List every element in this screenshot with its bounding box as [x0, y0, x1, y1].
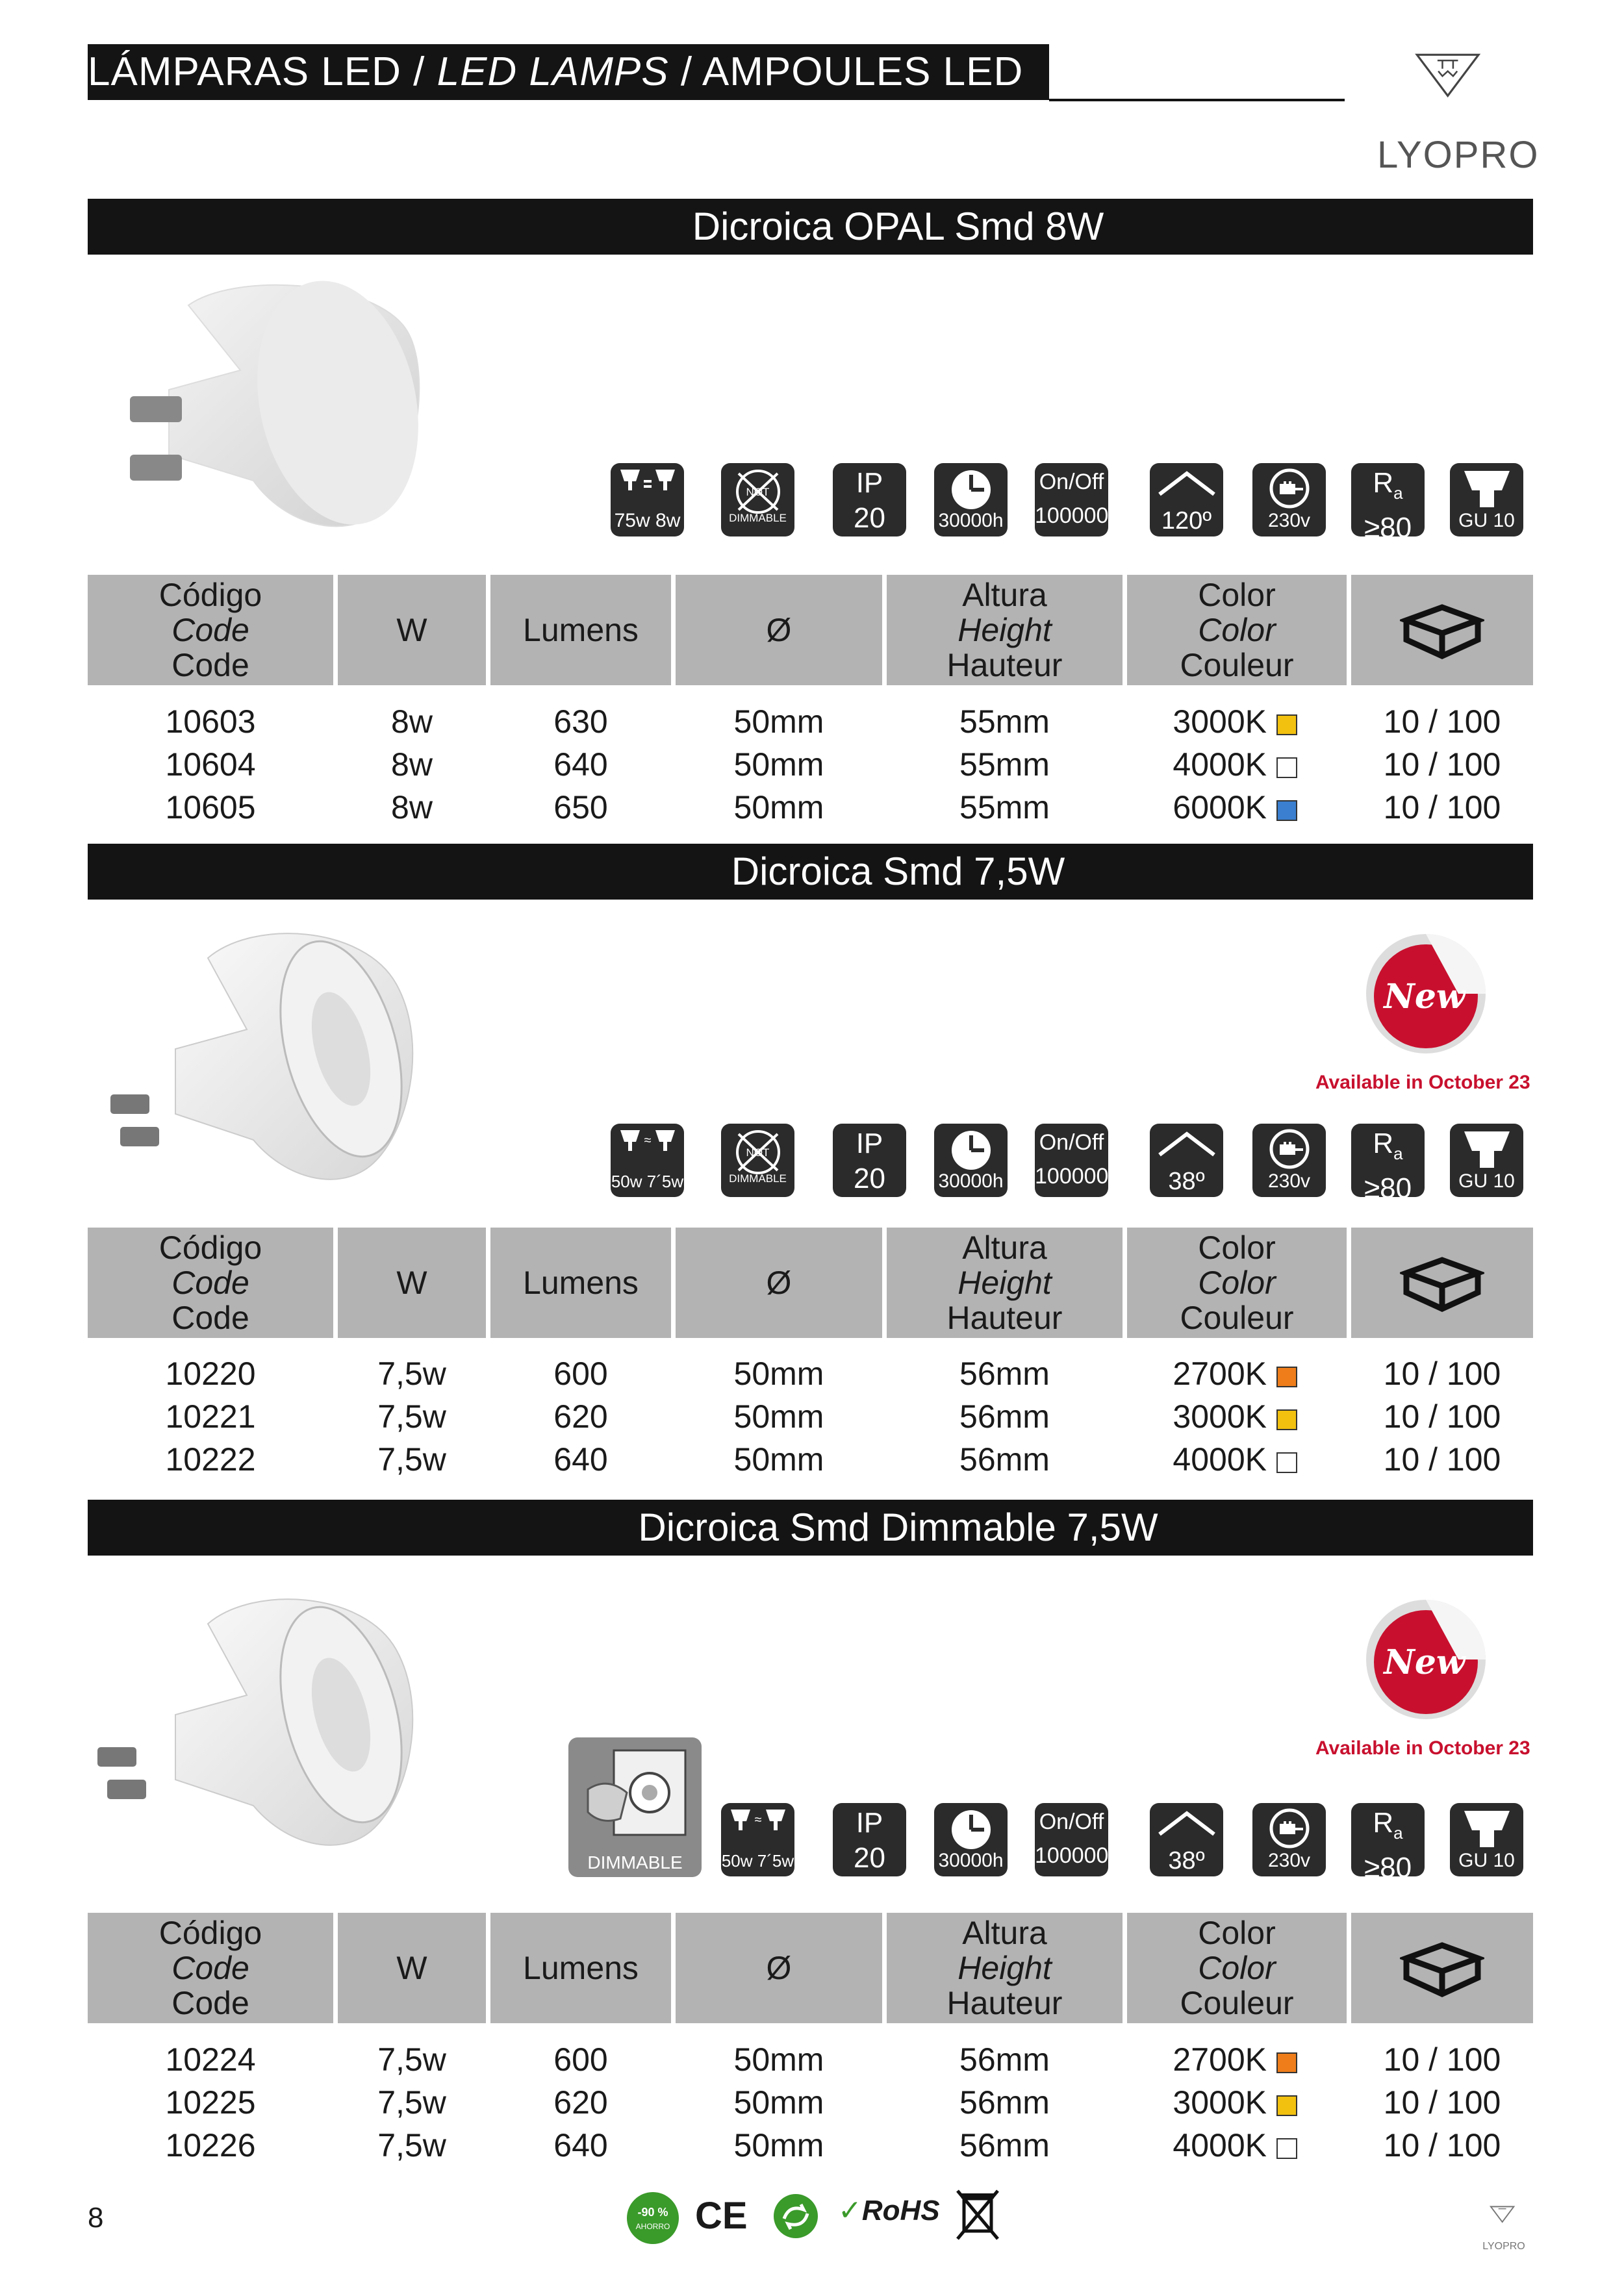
color-swatch	[1276, 757, 1297, 778]
color-swatch	[1276, 1452, 1297, 1473]
header-lumens: Lumens	[490, 575, 671, 685]
on-off-cycles-icon: On/Off 100000	[1035, 1803, 1108, 1876]
svg-text:≈: ≈	[754, 1813, 761, 1827]
table-row: 10224 7,5w 600 50mm 56mm 2700K 10 / 100	[165, 2041, 1501, 2078]
color-swatch	[1276, 2052, 1297, 2073]
footer-logo-icon	[1484, 2205, 1523, 2234]
svg-text:≈: ≈	[644, 1133, 651, 1148]
ip-rating-icon: IP 20	[833, 1124, 906, 1197]
footer-brand: LYOPRO	[1482, 2241, 1525, 2252]
header-pack	[1351, 575, 1533, 685]
ce-mark: CE	[695, 2195, 748, 2237]
brand-logo-text: LYOPRO	[1377, 134, 1540, 176]
header-code: Código Code Code	[88, 575, 333, 685]
cri-rating-icon: $R_a$ ≥80	[1351, 1124, 1425, 1197]
availability-note: Available in October 23	[1315, 1737, 1530, 1759]
header-w: W	[338, 1913, 486, 2023]
header-code: Código Code Code	[88, 1913, 333, 2023]
on-off-cycles-icon: On/Off 100000	[1035, 463, 1108, 536]
header-diameter: Ø	[676, 575, 882, 685]
section-title-bar	[88, 844, 1533, 900]
page-title-es: LÁMPARAS LED /	[88, 49, 437, 94]
gu10-base-icon: GU 10	[1450, 1124, 1523, 1197]
not-dimmable-icon: NOT DIMMABLE	[721, 1124, 794, 1197]
header-diameter: Ø	[676, 1228, 882, 1338]
table-row: 10220 7,5w 600 50mm 56mm 2700K 10 / 100	[165, 1356, 1501, 1392]
page-title-fr: / AMPOULES LED	[668, 49, 1024, 94]
header-pack	[1351, 1913, 1533, 2023]
ip-rating-icon: IP 20	[833, 463, 906, 536]
color-swatch	[1276, 2138, 1297, 2159]
new-badge-icon	[1361, 1595, 1491, 1724]
product-table-1	[88, 700, 1533, 829]
recycle-icon	[770, 2190, 822, 2242]
table-row: 10221 7,5w 620 50mm 56mm 3000K 10 / 100	[165, 1398, 1501, 1435]
header-w: W	[338, 575, 486, 685]
section-title: Dicroica Smd 7,5W	[731, 850, 1065, 893]
page-title-en: LED LAMPS	[437, 49, 669, 94]
equivalent-wattage-icon: 75w 8w	[611, 463, 684, 536]
header-w: W	[338, 1228, 486, 1338]
color-swatch	[1276, 2095, 1297, 2116]
header-height: Altura Height Hauteur	[887, 575, 1123, 685]
gu10-base-icon: GU 10	[1450, 463, 1523, 536]
cri-rating-icon: $R_a$ ≥80	[1351, 1803, 1425, 1876]
on-off-cycles-icon: On/Off 100000	[1035, 1124, 1108, 1197]
header-diameter: Ø	[676, 1913, 882, 2023]
voltage-plug-icon: 230v	[1252, 463, 1326, 536]
lifetime-clock-icon: 30000h	[934, 1803, 1008, 1876]
table-row: 10222 7,5w 640 50mm 56mm 4000K 10 / 100	[165, 1441, 1501, 1478]
svg-text:AHORRO: AHORRO	[635, 2222, 670, 2231]
dimmable-bulb-image	[91, 1585, 455, 1858]
rohs-mark: ✓RoHS	[838, 2195, 940, 2227]
lyopro-logo-icon	[1397, 51, 1507, 129]
box-pack-icon	[1400, 1939, 1484, 1997]
product-table-3	[88, 2038, 1533, 2167]
svg-text:New: New	[1384, 1643, 1465, 1682]
beam-angle-icon: 38º	[1150, 1803, 1223, 1876]
header-lumens: Lumens	[490, 1228, 671, 1338]
header-color: Color Color Couleur	[1127, 1228, 1347, 1338]
color-swatch	[1276, 1409, 1297, 1430]
cri-rating-icon: $R_a$ ≥80	[1351, 463, 1425, 536]
svg-text:New: New	[1384, 977, 1465, 1016]
ip-rating-icon: IP 20	[833, 1803, 906, 1876]
color-swatch	[1276, 800, 1297, 821]
beam-angle-icon: 120º	[1150, 463, 1223, 536]
lifetime-clock-icon: 30000h	[934, 1124, 1008, 1197]
page-title	[88, 44, 1023, 100]
box-pack-icon	[1400, 1254, 1484, 1312]
table-row: 10603 8w 630 50mm 55mm 3000K 10 / 100	[165, 703, 1501, 740]
weee-bin-icon	[955, 2186, 1000, 2244]
header-height: Altura Height Hauteur	[887, 1913, 1123, 2023]
header-color: Color Color Couleur	[1127, 1913, 1347, 2023]
smd-bulb-image	[91, 919, 455, 1192]
header-lumens: Lumens	[490, 1913, 671, 2023]
gu10-base-icon: GU 10	[1450, 1803, 1523, 1876]
table-row: 10225 7,5w 620 50mm 56mm 3000K 10 / 100	[165, 2084, 1501, 2121]
beam-angle-icon: 38º	[1150, 1124, 1223, 1197]
header-height: Altura Height Hauteur	[887, 1228, 1123, 1338]
header-code: Código Code Code	[88, 1228, 333, 1338]
header-color: Color Color Couleur	[1127, 575, 1347, 685]
header-pack	[1351, 1228, 1533, 1338]
voltage-plug-icon: 230v	[1252, 1124, 1326, 1197]
not-dimmable-icon: NOT DIMMABLE	[721, 463, 794, 536]
page-number: 8	[88, 2202, 104, 2234]
equivalent-wattage-icon: ≈ 50w 7´5w	[721, 1803, 794, 1876]
table-row: 10226 7,5w 640 50mm 56mm 4000K 10 / 100	[165, 2127, 1501, 2164]
product-table-2	[88, 1352, 1533, 1481]
table-row: 10604 8w 640 50mm 55mm 4000K 10 / 100	[165, 746, 1501, 783]
equivalent-wattage-icon: ≈ 50w 7´5w	[611, 1124, 684, 1197]
availability-note: Available in October 23	[1315, 1072, 1530, 1093]
dimmable-icon: DIMMABLE	[568, 1737, 702, 1877]
section-title-bar	[88, 1500, 1533, 1556]
header-rule	[1049, 99, 1345, 101]
color-swatch	[1276, 1367, 1297, 1387]
energy-saving-badge-icon	[624, 2189, 682, 2247]
section-title-bar	[88, 199, 1533, 255]
table-row: 10605 8w 650 50mm 55mm 6000K 10 / 100	[165, 789, 1501, 826]
svg-text:-90 %: -90 %	[637, 2206, 668, 2219]
color-swatch	[1276, 714, 1297, 735]
new-badge-icon	[1361, 929, 1491, 1059]
section-title: Dicroica OPAL Smd 8W	[692, 205, 1104, 248]
opal-bulb-image	[91, 266, 455, 539]
voltage-plug-icon: 230v	[1252, 1803, 1326, 1876]
section-title: Dicroica Smd Dimmable 7,5W	[638, 1506, 1158, 1549]
box-pack-icon	[1400, 601, 1484, 659]
lifetime-clock-icon: 30000h	[934, 463, 1008, 536]
